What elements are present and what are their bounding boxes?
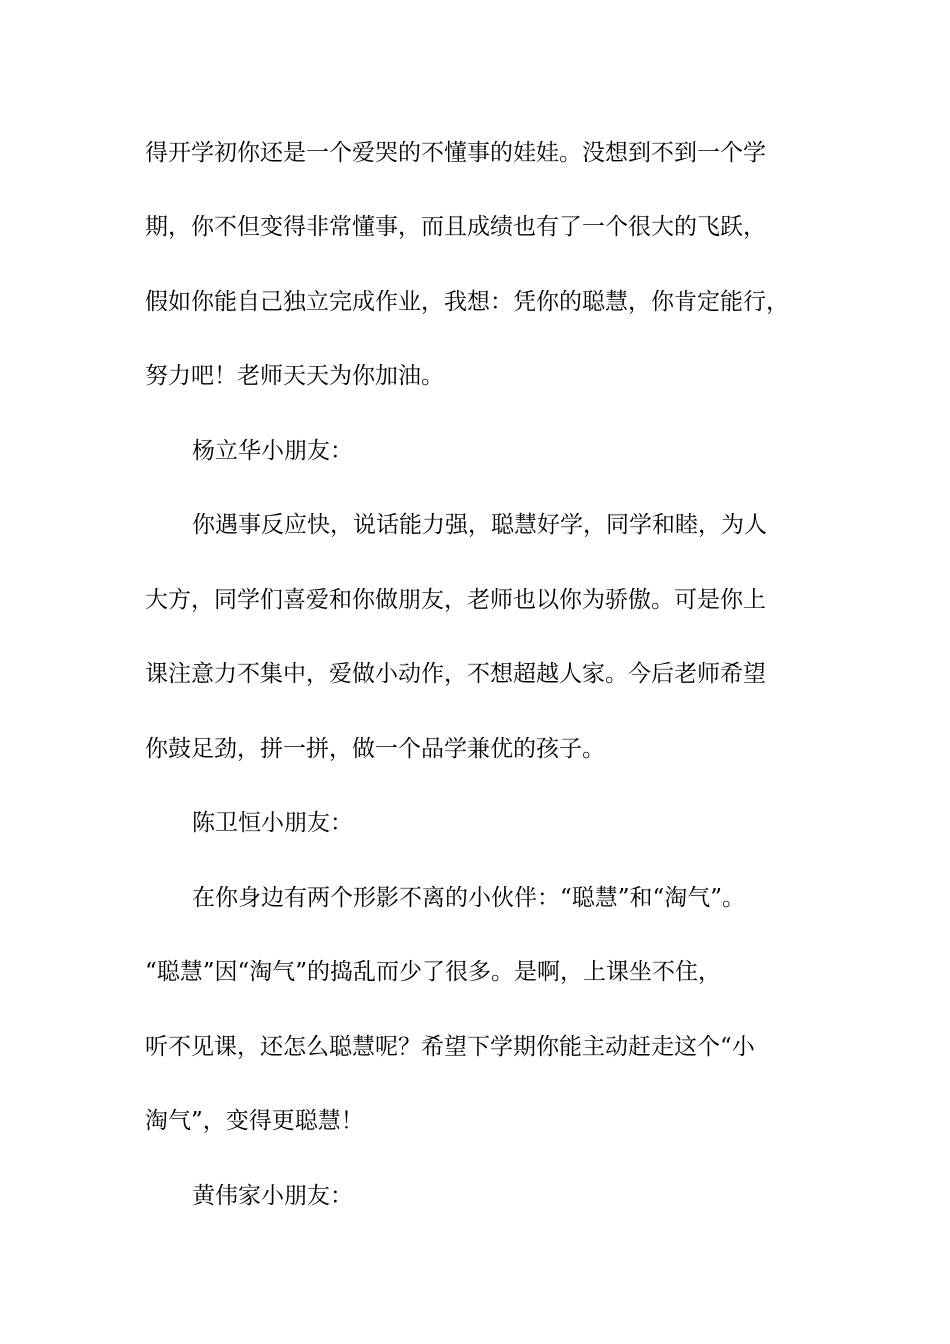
text-line: 得开学初你还是一个爱哭的不懂事的娃娃。没想到不到一个学 <box>145 140 766 166</box>
text-line: 淘气”，变得更聪慧！ <box>145 1108 364 1134</box>
letter-salutation: 杨立华小朋友： <box>192 438 353 464</box>
text-line: 你遇事反应快，说话能力强，聪慧好学，同学和睦，为人 <box>192 512 767 538</box>
letter-salutation: 黄伟家小朋友： <box>192 1183 353 1209</box>
text-line: 你鼓足劲，拼一拼，做一个品学兼优的孩子。 <box>145 736 605 762</box>
text-line: 期，你不但变得非常懂事，而且成绩也有了一个很大的飞跃， <box>145 214 766 240</box>
letter-salutation: 陈卫恒小朋友： <box>192 810 353 836</box>
text-line: 课注意力不集中，爱做小动作，不想超越人家。今后老师希望 <box>145 661 766 687</box>
text-line: 听不见课，还怎么聪慧呢？希望下学期你能主动赶走这个“小 <box>145 1034 755 1060</box>
text-line: 在你身边有两个形影不离的小伙伴：“聪慧”和“淘气”。 <box>192 885 746 911</box>
text-line: 努力吧！老师天天为你加油。 <box>145 363 444 389</box>
text-line: “聪慧”因“淘气”的捣乱而少了很多。是啊，上课坐不住， <box>145 959 722 985</box>
text-line: 大方，同学们喜爱和你做朋友，老师也以你为骄傲。可是你上 <box>145 587 766 613</box>
text-line: 假如你能自己独立完成作业，我想：凭你的聪慧，你肯定能行， <box>145 289 789 315</box>
